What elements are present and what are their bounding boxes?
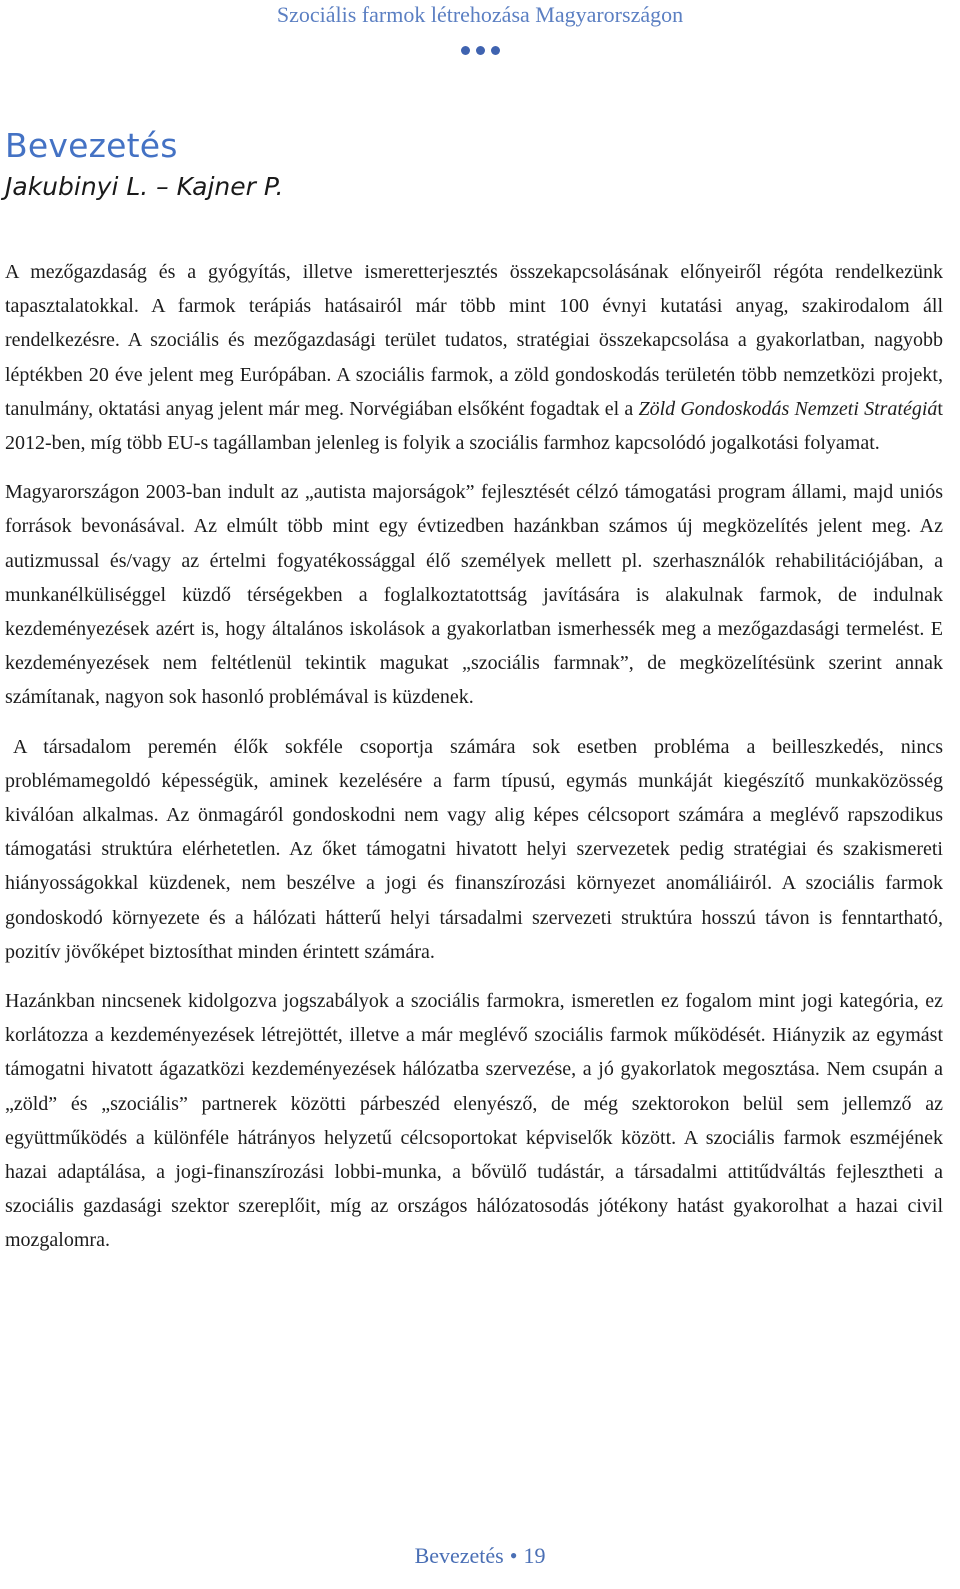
- chapter-authors: Jakubinyi L. – Kajner P.: [5, 172, 284, 201]
- paragraph-1: [5, 255, 943, 460]
- page-footer: [0, 1543, 960, 1569]
- page-number: 19: [523, 1543, 546, 1568]
- paragraph-1-text: A mezőgazdaság és a gyógyítás, illetve ismeretterjesztés összekapcsolásának előnyeiről régóta rendelkezünk tapasztalatokkal. A farmok terápiás hatásairól már több mint 100 évnyi kutatási anyag, szakirodalom áll rendelkezésre. A szociális és mezőgazdasági terület tudatos, stratégiai összekapcsolása a gyakorlatban, nagyobb léptékben 20 éve jelent meg Európában. A szociális farmok, a zöld gondoskodás területén több nemzetközi projekt, tanulmány, oktatási anyag jelent már meg. Norvégiában elsőként fogadtak el a: [5, 261, 943, 420]
- chapter-title: Bevezetés: [5, 126, 178, 165]
- paragraph-1-text-end: t 2012-ben, míg több EU-s tagállamban jelenleg is folyik a szociális farmhoz kapcsolódó jogalkotási folyamat.: [5, 397, 943, 455]
- paragraph-3: A társadalom peremén élők sokféle csoportja számára sok esetben probléma a beilleszkedés, nincs problémamegoldó képességük, aminek kezelésére a farm típusú, egymás munkáját kiegészítő munkaközösség kiválóan alkalmas. Az önmagáról gondoskodni nem vagy alig képes célcsoport számára a meglévő rapszodikus támogatási struktúra elérhetetlen. Az őket támogatni hivatott helyi szervezetek pedig stratégiai és szakismereti hiányosságokkal küzdenek, nem beszélve a jogi és finanszírozási környezet anomáliáiról. A szociális farmok gondoskodó környezete és a hálózati hátterű helyi társadalmi szervezeti struktúra hosszú távon is fenntartható, pozitív jövőképet biztosíthat minden érintett számára.: [5, 735, 943, 963]
- running-header: Szociális farmok létrehozása Magyarországon: [276, 2, 684, 27]
- footer-section-title: Bevezetés: [414, 1543, 504, 1568]
- paragraph-1-italic-title: Zöld Gondoskodás Nemzeti Stratégiá: [638, 397, 938, 420]
- paragraph-2: Magyarországon 2003-ban indult az „autista majorságok” fejlesztését célzó támogatási program állami, majd uniós források bevonásával. Az elmúlt több mint egy évtizedben hazánkban számos új megközelítés jelent meg. Az autizmussal és/vagy az értelmi fogyatékossággal élő személyek mellett pl. szerhasználók rehabilitációjában, a munkanélküliséggel küzdő térségekben a foglalkoztatottság javítására is alakulnak farmok, de indulnak kezdeményezések azért is, hogy általános iskolások a gyakorlatban ismerhessék meg a mezőgazdasági termelést. E kezdeményezések nem feltétlenül tekintik magukat „szociális farmnak”, de megközelítésünk szerint annak számítanak, nagyon sok hasonló problémával is küzdenek.: [5, 481, 943, 709]
- footer-separator: •: [509, 1543, 518, 1568]
- dot-icon: [461, 46, 470, 55]
- dot-icon: [476, 46, 485, 55]
- body-text: [5, 255, 943, 1273]
- header-dots-ornament: [0, 42, 960, 60]
- paragraph-4: Hazánkban nincsenek kidolgozva jogszabályok a szociális farmokra, ismeretlen ez fogalom mint jogi kategória, ez korlátozza a kezdeményezések létrejöttét, illetve a már meglévő szociális farmok működését. Hiányzik az egymást támogatni hivatott ágazatközi kezdeményezések hálózatba szervezése, a jó gyakorlatok megosztása. Nem csupán a „zöld” és „szociális” partnerek közötti párbeszéd elenyésző, de még szektorokon belül sem jellemző az együttműködés a különféle hátrányos helyzetű célcsoportokat képviselők között. A szociális farmok eszméjének hazai adaptálása, a jogi-finanszírozási lobbi-munka, a bővülő tudástár, a társadalmi attitűdváltás fejlesztheti a szociális gazdasági szektor szereplőit, míg az országos hálózatosodás jótékony hatást gyakorolhat a hazai civil mozgalomra.: [5, 990, 943, 1252]
- dot-icon: [491, 46, 500, 55]
